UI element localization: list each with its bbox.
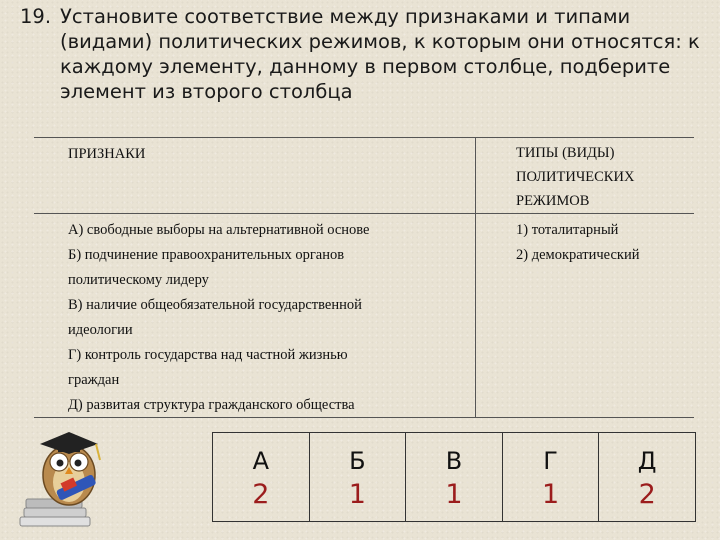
- answer-digit: 1: [541, 479, 560, 510]
- answer-cell: [598, 433, 695, 521]
- header-line: ПОЛИТИЧЕСКИХ: [516, 169, 635, 185]
- answer-letter: В: [445, 447, 463, 475]
- table-column-divider: [475, 137, 476, 418]
- column-header-features: ПРИЗНАКИ: [68, 146, 146, 162]
- answer-letter: Б: [349, 447, 366, 475]
- list-item: Д) развитая структура гражданского общества: [68, 397, 355, 413]
- answer-letter: Г: [543, 447, 558, 475]
- answer-cell: [405, 433, 502, 521]
- answer-letter: Д: [637, 447, 657, 475]
- answer-digit: 2: [252, 479, 270, 510]
- table-top-border: [34, 137, 694, 138]
- column-header-types: [516, 141, 691, 213]
- header-line: ТИПЫ (ВИДЫ): [516, 145, 615, 161]
- types-list: [516, 218, 696, 268]
- list-item: Г) контроль государства над частной жизнью: [68, 347, 348, 363]
- list-item: А) свободные выборы на альтернативной основе: [68, 222, 370, 238]
- question-body: Установите соответствие между признаками и типами (видами) политических режимов, к которым они относятся: к каждому элементу, данному в первом столбце, подберите элемент из второго столбца: [60, 5, 700, 103]
- list-item: идеологии: [68, 322, 133, 338]
- list-item: Б) подчинение правоохранительных органов: [68, 247, 345, 263]
- answer-digit: 1: [445, 479, 463, 510]
- owl-with-books-icon: [14, 420, 124, 532]
- list-item: политическому лидеру: [68, 272, 209, 288]
- list-item: В) наличие общеобязательной государственной: [68, 297, 362, 313]
- answer-digit: 1: [348, 479, 366, 510]
- answer-cell: [213, 433, 309, 521]
- question-text: [20, 4, 710, 104]
- answer-cell: [309, 433, 406, 521]
- question-number: 19.: [20, 5, 52, 28]
- features-list: [68, 218, 468, 418]
- answer-digit: 2: [638, 479, 656, 510]
- answer-letter: А: [252, 447, 269, 475]
- answer-table: [212, 432, 696, 522]
- answer-cell: [502, 433, 599, 521]
- list-item: 1) тоталитарный: [516, 222, 619, 238]
- list-item: 2) демократический: [516, 247, 640, 263]
- table-header-divider: [34, 213, 694, 214]
- list-item: граждан: [68, 372, 120, 388]
- header-line: РЕЖИМОВ: [516, 193, 590, 209]
